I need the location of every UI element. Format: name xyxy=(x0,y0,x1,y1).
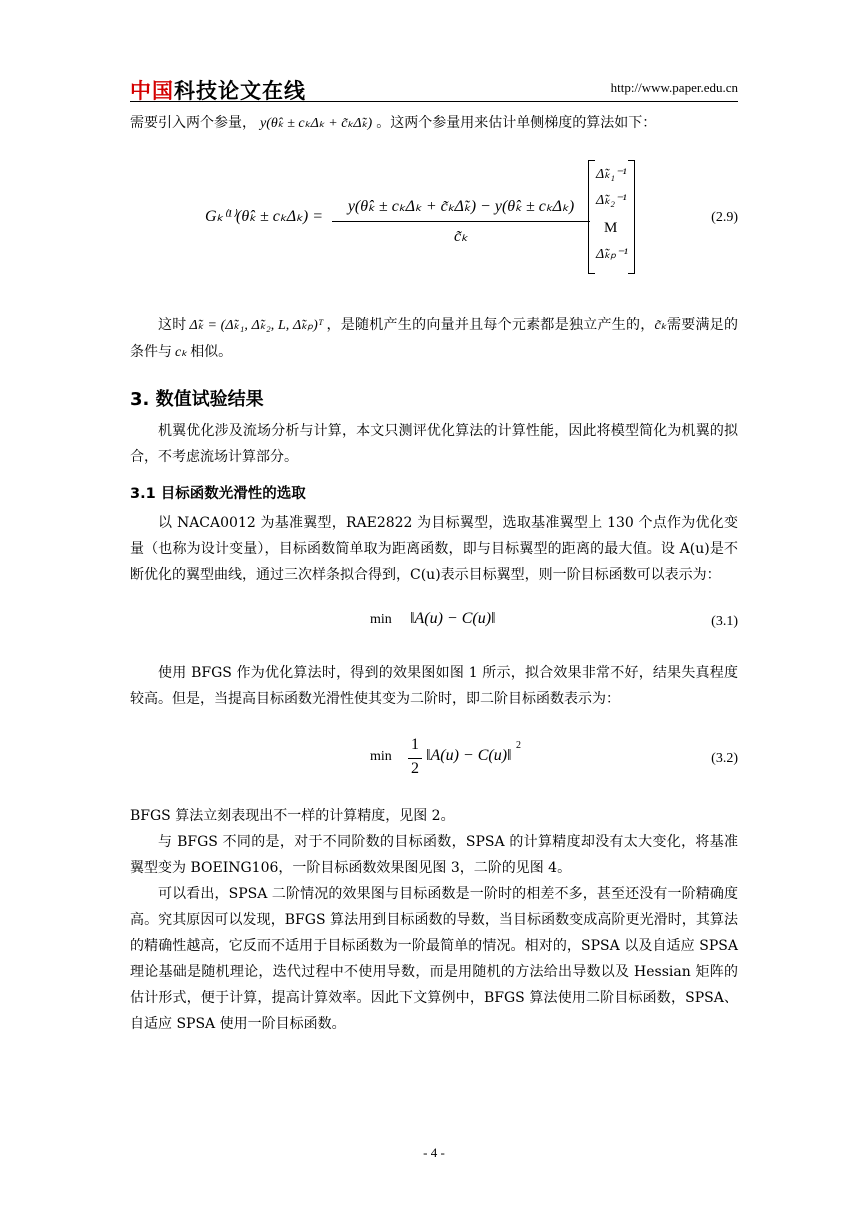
p2-text-3: 需 xyxy=(666,317,682,333)
logo-black-text: 科技论文在线 xyxy=(174,79,306,103)
eq31-expression: ‖A(u) − C(u)‖ xyxy=(410,610,496,627)
eq31-number: (3.1) xyxy=(711,614,738,629)
eq29-lhs: Gₖ⁽¹⁾(θ̂ₖ ± cₖΔₖ) = xyxy=(205,208,324,225)
paragraph-conclusion: 可以看出，SPSA 二阶情况的效果图与目标函数是一阶时的相差不多，甚至还没有一阶精确度高。究其原因可以发现，BFGS 算法用到目标函数的导数，当目标函数变成高阶更光滑时，其算法的精确性越高，它反而不适用于目标函数为一阶最简单的情况。相对的，SPSA 以及自适应 SPSA 理论基础是随机理论，迭代过程中不使用导数，而是用随机的方法给出导数以及 Hessian 矩阵的估计形式，便于计算，提高计算效率。因此下文算例中，BFGS 算法使用二阶目标函数，SPSA、自适应 SPSA 使用一阶目标函数。 xyxy=(130,886,738,1032)
section-3-1-paragraph: 以 NACA0012 为基准翼型，RAE2822 为目标翼型，选取基准翼型上 130 个点作为优化变量（也称为设计变量），目标函数简单取为距离函数，即与目标翼型的距离的最大值。设 A(u)是不断优化的翼型曲线，通过三次样条拟合得到，C(u)表示目标翼型，则一阶目标函数可以表示为： xyxy=(130,515,738,583)
intro-text-before: 需要引入两个参量， xyxy=(130,115,256,131)
p2-math-3: cₖ xyxy=(175,345,188,360)
p2-math-1: Δ̃ₖ = (Δ̃ₖ₁, Δ̃ₖ₂, L, Δ̃ₖₚ)ᵀ xyxy=(189,318,324,333)
eq32-number: (3.2) xyxy=(711,751,738,766)
header-rule xyxy=(130,101,738,102)
eq29-vec-4: Δ̃ₖₚ⁻¹ xyxy=(596,247,628,262)
eq31-min: min xyxy=(370,612,392,627)
eq32-fraction-bar xyxy=(408,758,422,759)
eq32-superscript: 2 xyxy=(516,740,521,751)
page-number: - 4 - xyxy=(423,1145,445,1160)
eq32-frac-den: 2 xyxy=(411,760,419,777)
section-3-1-heading: 3.1 目标函数光滑性的选取 xyxy=(130,486,306,502)
intro-math: y(θ̂ₖ ± cₖΔₖ + c̃ₖΔ̃ₖ) xyxy=(260,116,373,131)
eq32-min: min xyxy=(370,749,392,764)
logo-red-text: 中国 xyxy=(130,79,174,103)
section-3-heading: 3. 数值试验结果 xyxy=(130,389,264,410)
eq29-fraction-bar xyxy=(332,221,590,222)
eq29-vec-1: Δ̃ₖ₁⁻¹ xyxy=(596,167,627,182)
eq29-right-bracket xyxy=(628,160,635,274)
p2-text-1: 这时 xyxy=(158,317,187,333)
p2-text-2: ，是随机产生的向量并且每个元素都是独立产生的， xyxy=(326,317,655,333)
paragraph-random-vector xyxy=(130,312,738,366)
p2-math-2: c̃ₖ xyxy=(654,318,667,333)
eq29-vec-2: Δ̃ₖ₂⁻¹ xyxy=(596,193,627,208)
paragraph-spsa-compare: 与 BFGS 不同的是，对于不同阶数的目标函数，SPSA 的计算精度却没有太大变化，将基准翼型变为 BOEING106，一阶目标函数效果图见图 3，二阶的见图 4。 xyxy=(130,834,738,876)
paragraph-intro xyxy=(130,110,738,137)
paragraph-bfgs-accuracy: BFGS 算法立刻表现出不一样的计算精度，见图 2。 xyxy=(130,808,455,824)
eq29-vec-3: M xyxy=(604,220,618,236)
p2-text-4: 要满足的条件与 xyxy=(130,317,739,360)
section-3-paragraph: 机翼优化涉及流场分析与计算，本文只测评优化算法的计算性能，因此将模型简化为机翼的拟合，不考虑流场计算部分。 xyxy=(130,423,738,465)
eq29-numerator: y(θ̂ₖ ± cₖΔₖ + c̃ₖΔ̃ₖ) − y(θ̂ₖ ± cₖΔₖ) xyxy=(347,198,575,215)
eq32-expression: ‖A(u) − C(u)‖ xyxy=(426,747,512,764)
intro-text-after: 。这两个参量用来估计单侧梯度的算法如下： xyxy=(376,115,657,131)
eq32-frac-num: 1 xyxy=(411,736,419,753)
paragraph-bfgs: 使用 BFGS 作为优化算法时，得到的效果图如图 1 所示，拟合效果非常不好，结果失真程度较高。但是，当提高目标函数光滑性使其变为二阶时，即二阶目标函数表示为： xyxy=(130,665,738,707)
eq29-denominator: c̃ₖ xyxy=(454,228,468,245)
eq29-number: (2.9) xyxy=(711,210,738,225)
header-url[interactable]: http://www.paper.edu.cn xyxy=(610,80,738,95)
eq29-left-bracket xyxy=(588,160,595,274)
p2-text-5: 相似。 xyxy=(190,344,233,360)
